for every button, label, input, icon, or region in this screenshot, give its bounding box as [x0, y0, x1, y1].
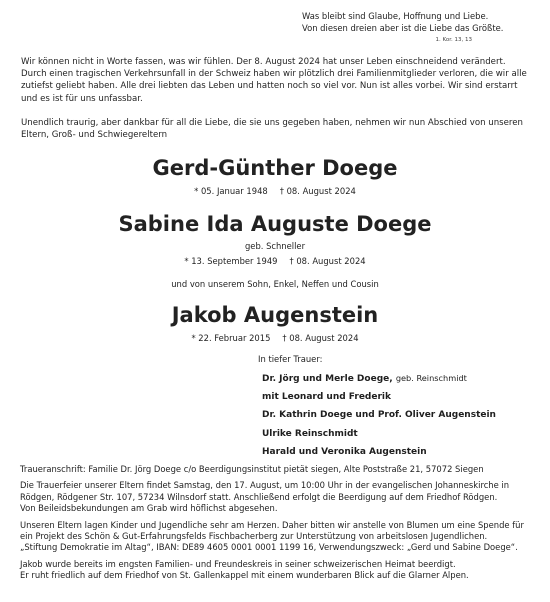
death-date: † 08. August 2024: [279, 186, 356, 196]
maiden-name: geb. Schneller: [244, 241, 306, 251]
mourner: Ulrike Reinschmidt: [262, 428, 358, 439]
birth-date: * 13. September 1949: [184, 256, 278, 266]
deceased-name: Jakob Augenstein: [171, 303, 379, 327]
mourner: mit Leonard und Frederik: [262, 391, 391, 402]
mourner: Dr. Kathrin Doege und Prof. Oliver Augenstein: [262, 410, 496, 420]
life-dates: [0, 186, 550, 196]
quote-source: 1. Kor. 13, 13: [435, 37, 472, 43]
mourner-name: Dr. Jörg und Merle Doege,: [262, 374, 393, 384]
text-line: Jakob wurde bereits im engsten Familien- und Freundeskreis in seiner schweizerischen Heimat beerdigt.: [20, 558, 456, 569]
mourner-extra: geb. Reinschmidt: [395, 373, 467, 383]
text-line: Wir können nicht in Worte fassen, was wir fühlen. Der 8. August 2024 hat unser Leben einschneidend verändert.: [21, 57, 506, 67]
life-dates: [0, 256, 550, 266]
quote-line: Was bleibt sind Glaube, Hoffnung und Liebe.: [302, 11, 489, 21]
text-line: ein Projekt des Schön & Gut-Erfahrungsfelds Fischbacherberg zur Unterstützung von arbeitslosen Jugendlichen.: [20, 531, 488, 542]
text-line: Die Trauerfeier unserer Eltern findet Samstag, den 17. August, um 10:00 Uhr in der evangelischen Johanneskirche in: [20, 480, 510, 491]
farewell-paragraph: [21, 117, 533, 141]
text-line: Unseren Eltern lagen Kinder und Jugendliche sehr am Herzen. Daher bitten wir anstelle von Blumen um eine Spende für: [20, 519, 524, 530]
quote-line: Von diesen dreien aber ist die Liebe das Größte.: [302, 23, 504, 33]
deceased-name: Sabine Ida Auguste Doege: [118, 212, 432, 236]
text-line: Rödgen, Rödgener Str. 107, 57234 Wilnsdorf statt. Anschließend erfolgt die Beerdigung auf dem Friedhof Rödgen.: [20, 491, 498, 502]
text-line: Von Beileidsbekundungen am Grab wird höflichst abgesehen.: [20, 503, 278, 514]
intro-paragraph: [21, 56, 533, 105]
text-line: zutiefst geliebt haben. Alle drei liebten das Leben und hatten noch so viel vor. Nun ist alles vorbei. Wir sind erstarrt: [21, 81, 518, 92]
mourners-list: [262, 369, 496, 462]
address-line: Traueranschrift: Familie Dr. Jörg Doege c/o Beerdigungsinstitut pietät siegen, Alte Poststraße 21, 57072 Siegen: [20, 464, 484, 474]
death-date: † 08. August 2024: [289, 256, 366, 266]
text-line: Unendlich traurig, aber dankbar für all die Liebe, die sie uns gegeben haben, nehmen wir nun Abschied von unseren: [21, 118, 523, 128]
text-line: Eltern, Groß- und Schwiegereltern: [21, 130, 168, 141]
connector-line: und von unserem Sohn, Enkel, Neffen und Cousin: [171, 279, 379, 289]
text-line: Er ruht friedlich auf dem Friedhof von St. Gallenkappel mit einem wunderbaren Blick auf die Glarner Alpen.: [20, 570, 469, 581]
bible-quote: [302, 10, 504, 43]
funeral-information: [20, 464, 535, 582]
death-date: † 08. August 2024: [282, 333, 359, 343]
deceased-name: Gerd-Günther Doege: [152, 156, 398, 180]
text-line: und es ist für uns unfassbar.: [21, 93, 143, 104]
birth-date: * 22. Februar 2015: [191, 333, 271, 343]
mourner: Harald und Veronika Augenstein: [262, 447, 427, 457]
mourner: [262, 369, 496, 388]
life-dates: [0, 333, 550, 343]
text-line: „Stiftung Demokratie im Altag“, IBAN: DE89 4605 0001 0001 1199 16, Verwendungszweck: „Gerd und Sabine Doege“.: [20, 542, 518, 553]
mourners-label: In tiefer Trauer:: [258, 354, 323, 364]
birth-date: * 05. Januar 1948: [194, 186, 268, 196]
text-line: Durch einen tragischen Verkehrsunfall in der Schweiz haben wir plötzlich drei Familienmitglieder verloren, die wir alle: [21, 69, 527, 80]
